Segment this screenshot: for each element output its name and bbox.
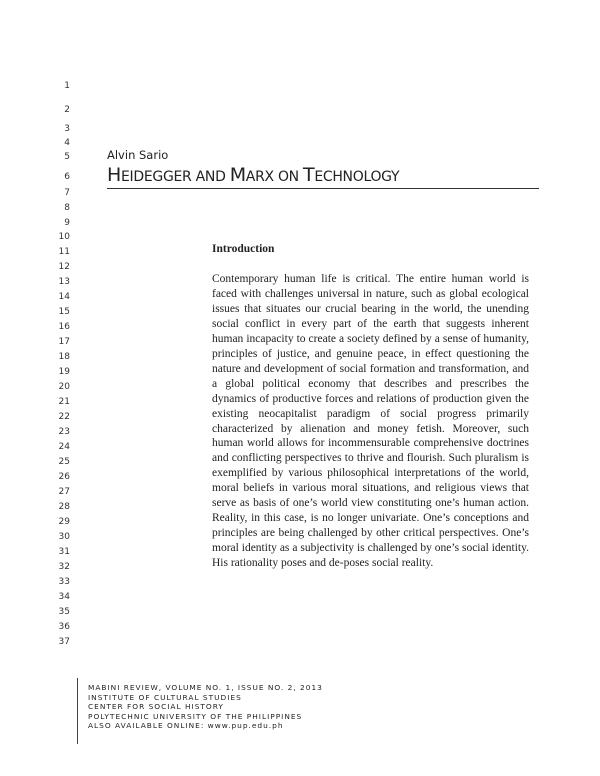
line-number: 27 bbox=[58, 487, 70, 497]
line-number: 36 bbox=[58, 622, 70, 632]
line-number: 19 bbox=[58, 367, 70, 377]
line-number: 8 bbox=[64, 203, 70, 213]
footer-institute-line: INSTITUTE OF CULTURAL STUDIES bbox=[88, 692, 242, 702]
line-number: 5 bbox=[64, 152, 70, 162]
line-number: 35 bbox=[58, 607, 70, 617]
line-number: 9 bbox=[64, 218, 70, 228]
line-number: 28 bbox=[58, 502, 70, 512]
line-number: 13 bbox=[58, 277, 70, 287]
line-number: 37 bbox=[58, 637, 70, 647]
line-number: 21 bbox=[58, 397, 70, 407]
line-number: 26 bbox=[58, 472, 70, 482]
line-number: 15 bbox=[58, 307, 70, 317]
title-initial-t: T bbox=[303, 164, 315, 186]
title-initial-m: M bbox=[229, 164, 246, 186]
footer-center-line: CENTER FOR SOCIAL HISTORY bbox=[88, 702, 224, 712]
paper-title bbox=[107, 164, 399, 186]
line-number: 17 bbox=[58, 337, 70, 347]
line-number: 3 bbox=[64, 124, 70, 134]
line-number: 12 bbox=[58, 262, 70, 272]
line-number: 33 bbox=[58, 577, 70, 587]
line-number: 2 bbox=[64, 105, 70, 115]
line-number: 14 bbox=[58, 292, 70, 302]
journal-footer bbox=[88, 683, 323, 731]
line-number: 1 bbox=[64, 81, 70, 91]
line-number: 22 bbox=[58, 412, 70, 422]
body-paragraph: Contemporary human life is critical. The entire human world is faced with challenges universal in nature, such as global ecological issues that situates our crucial bearing in the world, the unending social conflict in every part of the earth that suggests inherent human incapacity to create a society defined by a sense of humanity, principles of justice, and genuine peace, in effect questioning the nature and development of social formation and transformation, and a global political economy that describes and prescribes the dynamics of productive forces and relations of production given the existing neocapitalist paradigm of social progress primarily characterized by alienation and money fetish. Moreover, such human world allows for incommensurable comprehensive doctrines and conflicting perspectives to thrive and flourish. Such pluralism is exemplified by various philosophical interpretations of the world, moral beliefs in various moral situations, and religious views that serve as basis of one’s world view constituting one’s human action. Reality, in this case, is no longer univariate. One’s conceptions and principles are being challenged by other critical perspectives. One’s moral identity as a subjectivity is challenged by one’s social identity. His rationality poses and de-poses social reality. bbox=[212, 273, 529, 570]
line-number: 29 bbox=[58, 517, 70, 527]
line-number: 34 bbox=[58, 592, 70, 602]
footer-online-line: ALSO AVAILABLE ONLINE: www.pup.edu.ph bbox=[88, 721, 284, 731]
line-number: 7 bbox=[64, 188, 70, 198]
line-number: 32 bbox=[58, 562, 70, 572]
line-number: 16 bbox=[58, 322, 70, 332]
line-number: 30 bbox=[58, 532, 70, 542]
footer-journal-line: MABINI REVIEW, VOLUME NO. 1, ISSUE NO. 2, 2013 bbox=[88, 683, 323, 692]
title-initial-h: H bbox=[107, 164, 121, 186]
line-number: 11 bbox=[58, 247, 70, 257]
title-part-eidegger: EIDEGGER AND bbox=[121, 169, 230, 185]
author-name: Alvin Sario bbox=[107, 148, 169, 162]
section-heading: Introduction bbox=[212, 243, 275, 255]
title-part-echnology: ECHNOLOGY bbox=[314, 169, 400, 185]
line-number: 4 bbox=[64, 138, 70, 148]
line-number: 25 bbox=[58, 457, 70, 467]
title-divider bbox=[107, 188, 539, 189]
line-number: 18 bbox=[58, 352, 70, 362]
title-part-arx: ARX ON bbox=[245, 169, 303, 185]
line-number: 20 bbox=[58, 382, 70, 392]
line-number: 10 bbox=[58, 232, 70, 242]
line-number: 24 bbox=[58, 442, 70, 452]
footer-university-line: POLYTECHNIC UNIVERSITY OF THE PHILIPPINES bbox=[88, 711, 303, 721]
line-number: 31 bbox=[58, 547, 70, 557]
line-number: 23 bbox=[58, 427, 70, 437]
line-number: 6 bbox=[64, 172, 70, 182]
footer-divider bbox=[77, 678, 78, 744]
line-numbers bbox=[0, 0, 70, 776]
